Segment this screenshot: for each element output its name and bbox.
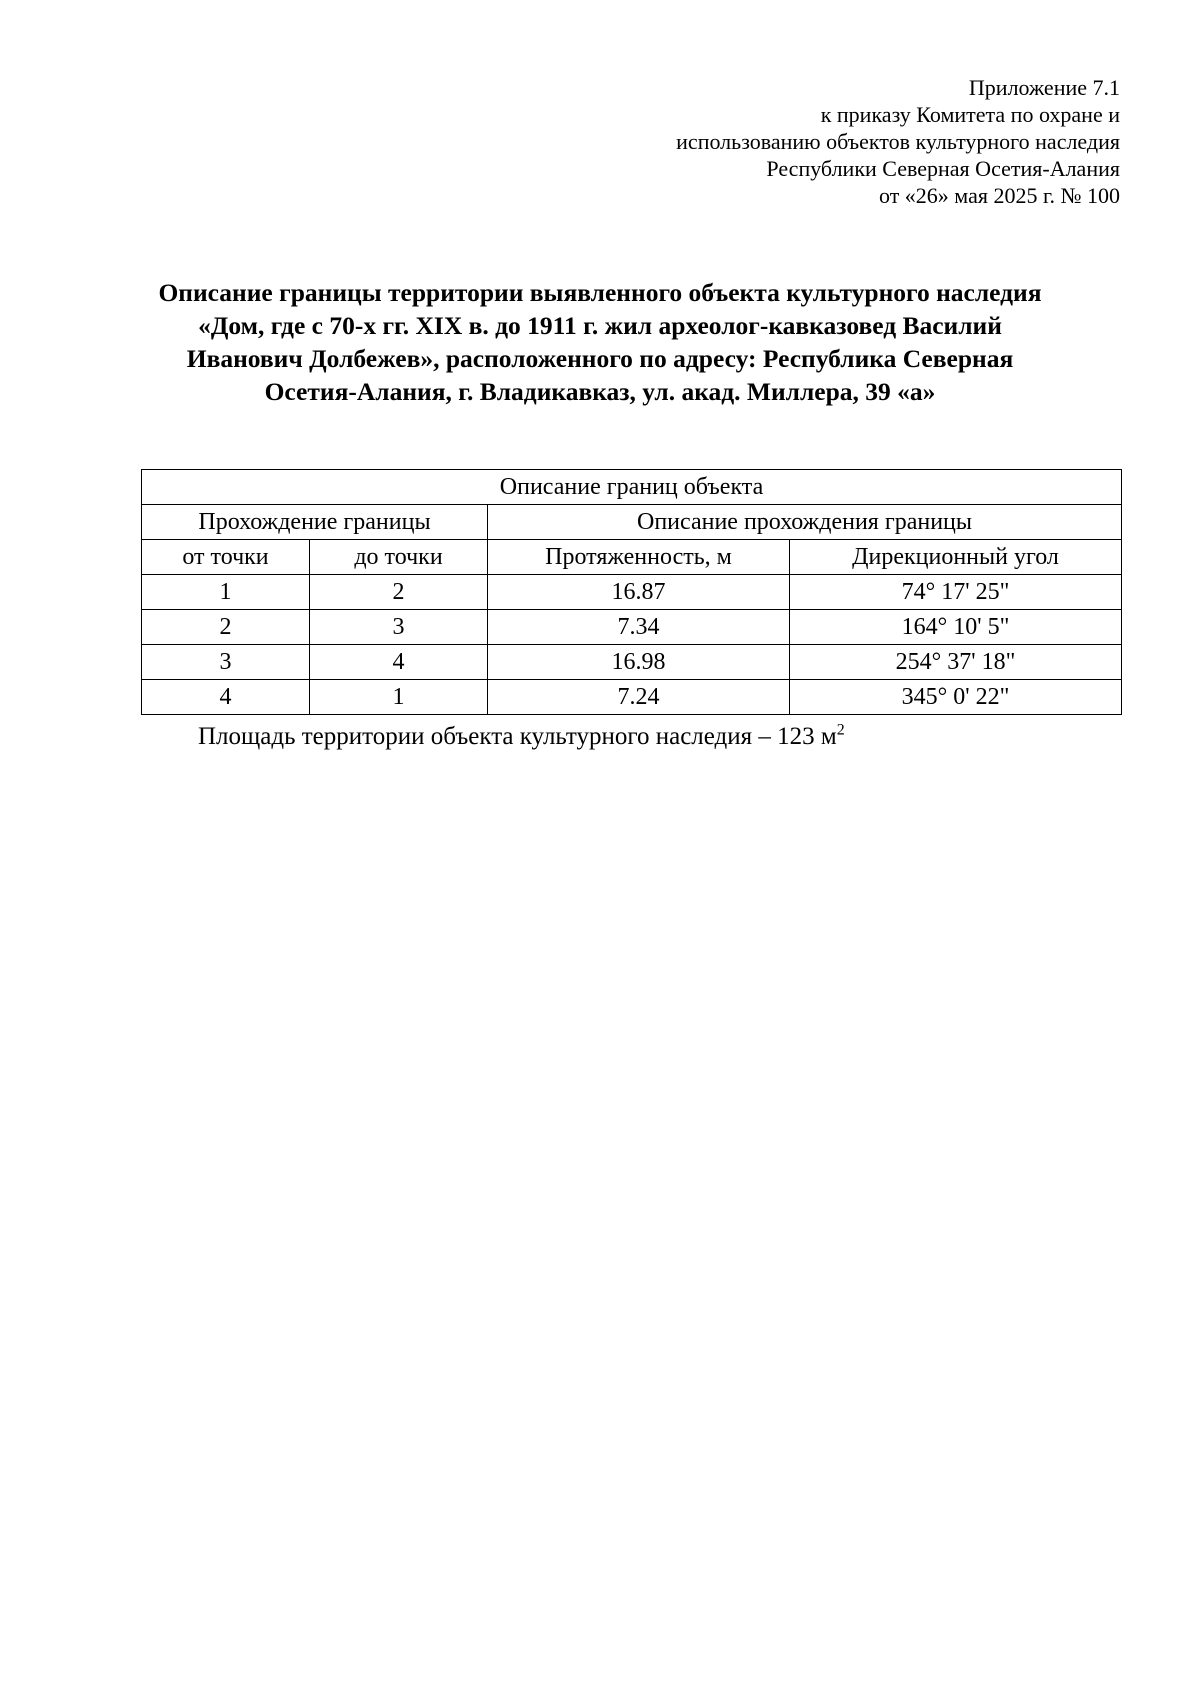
table-row bbox=[142, 575, 1122, 610]
title-line-3: Иванович Долбежев», расположенного по адресу: Республика Северная bbox=[186, 344, 1014, 373]
appendix-order-line-1: к приказу Комитета по охране и bbox=[820, 102, 1120, 127]
boundary-table bbox=[141, 469, 1122, 715]
cell-length: 7.24 bbox=[488, 680, 790, 715]
cell-to: 4 bbox=[310, 645, 488, 680]
document-title bbox=[120, 276, 1080, 408]
title-line-2: «Дом, где с 70-х гг. XIX в. до 1911 г. жил археолог-кавказовед Василий bbox=[198, 311, 1002, 340]
area-statement bbox=[198, 722, 845, 752]
group-header-passage: Прохождение границы bbox=[142, 505, 488, 540]
cell-angle: 74° 17' 25" bbox=[790, 575, 1122, 610]
cell-angle: 345° 0' 22" bbox=[790, 680, 1122, 715]
appendix-number: Приложение 7.1 bbox=[968, 75, 1120, 100]
title-line-1: Описание границы территории выявленного объекта культурного наследия bbox=[158, 278, 1042, 307]
appendix-header bbox=[480, 74, 1120, 209]
table-caption: Описание границ объекта bbox=[142, 470, 1122, 505]
cell-to: 3 bbox=[310, 610, 488, 645]
table-row bbox=[142, 680, 1122, 715]
cell-from: 1 bbox=[142, 575, 310, 610]
column-header-length: Протяженность, м bbox=[488, 540, 790, 575]
cell-from: 2 bbox=[142, 610, 310, 645]
table-group-header-row bbox=[142, 505, 1122, 540]
appendix-order-line-3: Республики Северная Осетия-Алания bbox=[766, 156, 1120, 181]
group-header-description: Описание прохождения границы bbox=[488, 505, 1122, 540]
title-line-4: Осетия-Алания, г. Владикавказ, ул. акад. Миллера, 39 «а» bbox=[264, 377, 936, 406]
cell-length: 16.87 bbox=[488, 575, 790, 610]
cell-length: 16.98 bbox=[488, 645, 790, 680]
table-row bbox=[142, 645, 1122, 680]
table-caption-row bbox=[142, 470, 1122, 505]
column-header-to: до точки bbox=[310, 540, 488, 575]
cell-to: 2 bbox=[310, 575, 488, 610]
cell-to: 1 bbox=[310, 680, 488, 715]
appendix-order-date: от «26» мая 2025 г. № 100 bbox=[878, 183, 1120, 208]
cell-angle: 164° 10' 5" bbox=[790, 610, 1122, 645]
cell-angle: 254° 37' 18" bbox=[790, 645, 1122, 680]
table-row bbox=[142, 610, 1122, 645]
area-unit-superscript: 2 bbox=[836, 721, 845, 739]
table-column-header-row bbox=[142, 540, 1122, 575]
cell-from: 4 bbox=[142, 680, 310, 715]
cell-length: 7.34 bbox=[488, 610, 790, 645]
column-header-angle: Дирекционный угол bbox=[790, 540, 1122, 575]
appendix-order-line-2: использованию объектов культурного наследия bbox=[676, 129, 1120, 154]
area-text: Площадь территории объекта культурного наследия – 123 м bbox=[198, 723, 837, 750]
column-header-from: от точки bbox=[142, 540, 310, 575]
cell-from: 3 bbox=[142, 645, 310, 680]
